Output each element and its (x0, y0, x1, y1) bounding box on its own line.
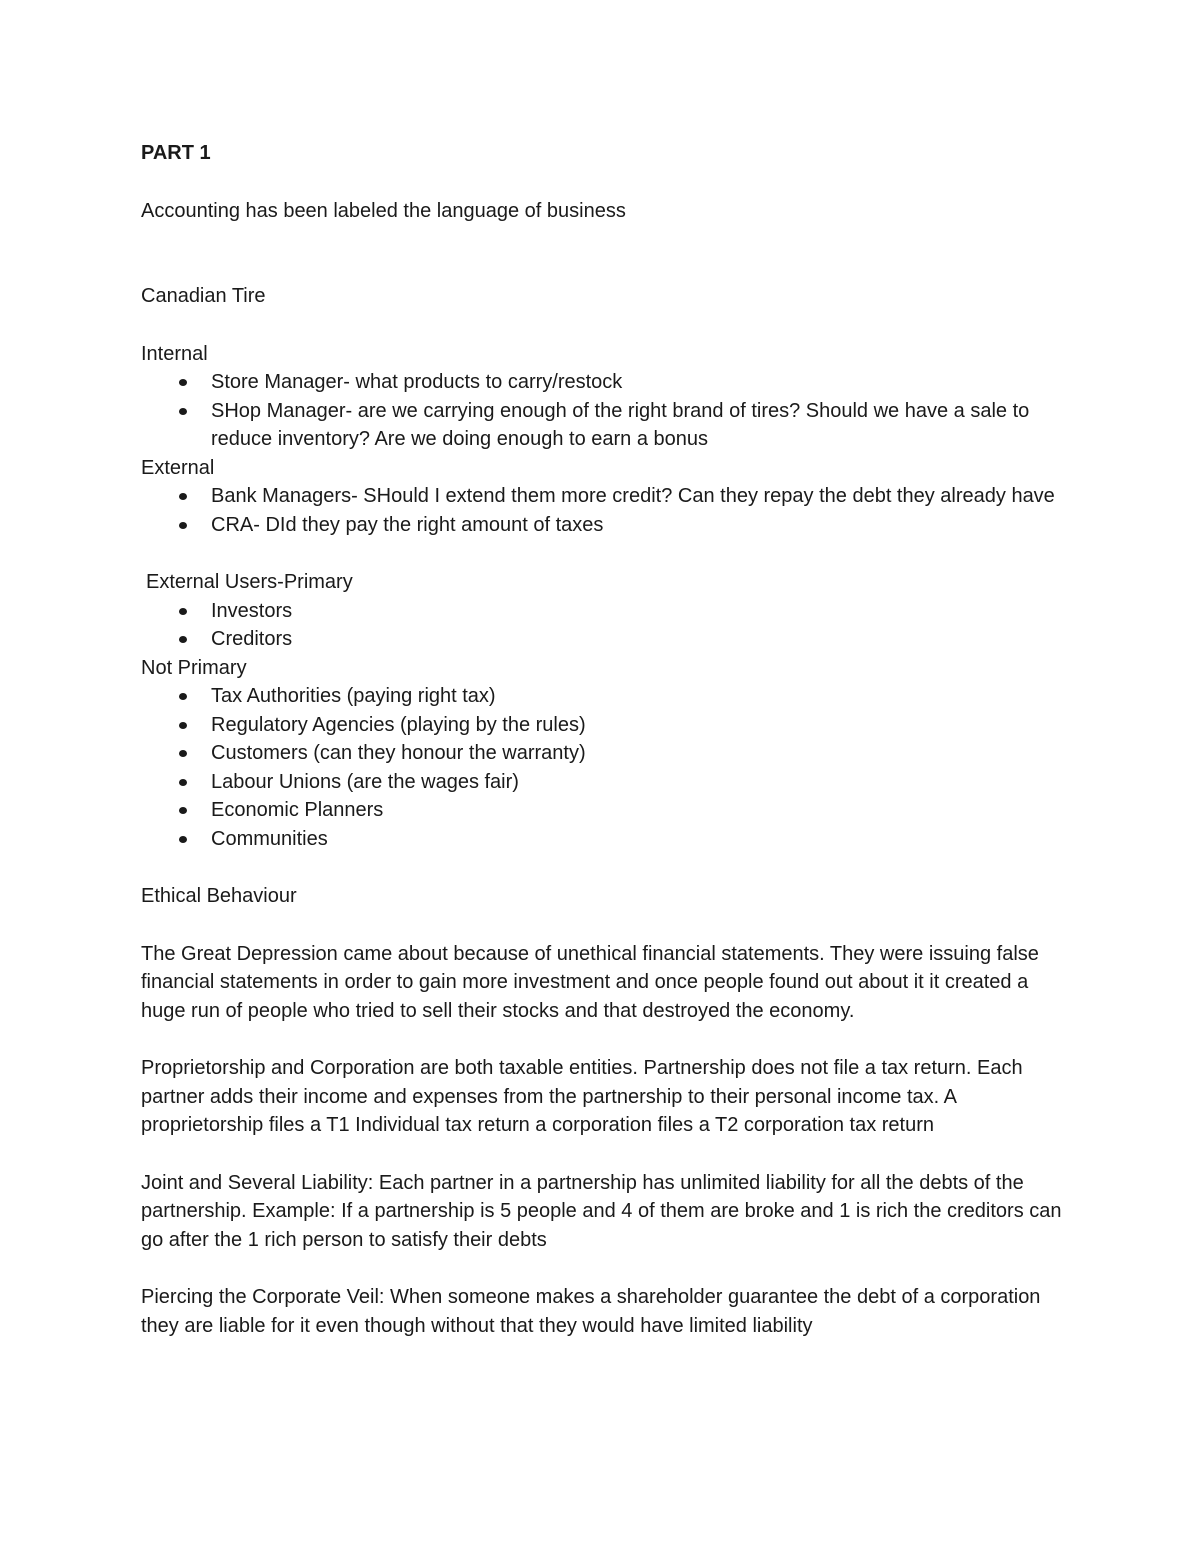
list-item: Tax Authorities (paying right tax) (141, 682, 1071, 711)
internal-list (141, 368, 1071, 454)
bullet-icon (179, 750, 187, 757)
list-item: Creditors (141, 625, 1071, 654)
paragraph-joint-liability: Joint and Several Liability: Each partner in a partnership has unlimited liability for all the debts of the partnership. Example: If a partnership is 5 people and 4 of them are broke and 1 is rich the creditors can go after the 1 rich person to satisfy their debts (141, 1171, 1062, 1251)
bullet-icon (179, 522, 187, 529)
bullet-icon (179, 693, 187, 700)
paragraph-great-depression: The Great Depression came about because of unethical financial statements. They were issuing false financial statements in order to gain more investment and once people found out about it it created a huge run of people who tried to sell their stocks and that destroyed the economy. (141, 942, 1039, 1022)
bullet-icon (179, 493, 187, 500)
internal-heading: Internal (141, 342, 208, 365)
external-primary-list (141, 597, 1071, 654)
not-primary-heading: Not Primary (141, 656, 247, 679)
bullet-icon (179, 836, 187, 843)
company-heading: Canadian Tire (141, 285, 266, 307)
bullet-icon (179, 636, 187, 643)
bullet-icon (179, 379, 187, 386)
list-item: Store Manager- what products to carry/restock (141, 368, 1071, 397)
list-item: Bank Managers- SHould I extend them more credit? Can they repay the debt they already have (141, 482, 1071, 511)
list-item: Customers (can they honour the warranty) (141, 739, 1071, 768)
external-primary-heading: External Users-Primary (146, 571, 353, 593)
external-list (141, 482, 1071, 539)
external-heading: External (141, 456, 215, 479)
list-item: Investors (141, 597, 1071, 626)
list-item: CRA- DId they pay the right amount of taxes (141, 511, 1071, 540)
bullet-icon (179, 722, 187, 729)
list-item: Economic Planners (141, 796, 1071, 825)
bullet-icon (179, 408, 187, 415)
bullet-icon (179, 779, 187, 786)
page-title: PART 1 (141, 142, 211, 164)
ethical-heading: Ethical Behaviour (141, 885, 297, 907)
paragraph-taxable-entities: Proprietorship and Corporation are both taxable entities. Partnership does not file a tax return. Each partner adds their income and expenses from the partnership to their personal income tax. A proprietorship files a T1 Individual tax return a corporation files a T2 corporation tax return (141, 1057, 1023, 1136)
bullet-icon (179, 807, 187, 814)
not-primary-list (141, 682, 1071, 853)
list-item: Regulatory Agencies (playing by the rules) (141, 711, 1071, 740)
list-item: SHop Manager- are we carrying enough of the right brand of tires? Should we have a sale to reduce inventory? Are we doing enough to earn a bonus (141, 397, 1071, 454)
list-item: Communities (141, 825, 1071, 854)
document-page (141, 139, 1071, 1340)
list-item: Labour Unions (are the wages fair) (141, 768, 1071, 797)
paragraph-corporate-veil: Piercing the Corporate Veil: When someone makes a shareholder guarantee the debt of a corporation they are liable for it even though without that they would have limited liability (141, 1286, 1041, 1337)
intro-text: Accounting has been labeled the language of business (141, 199, 626, 222)
bullet-icon (179, 608, 187, 615)
